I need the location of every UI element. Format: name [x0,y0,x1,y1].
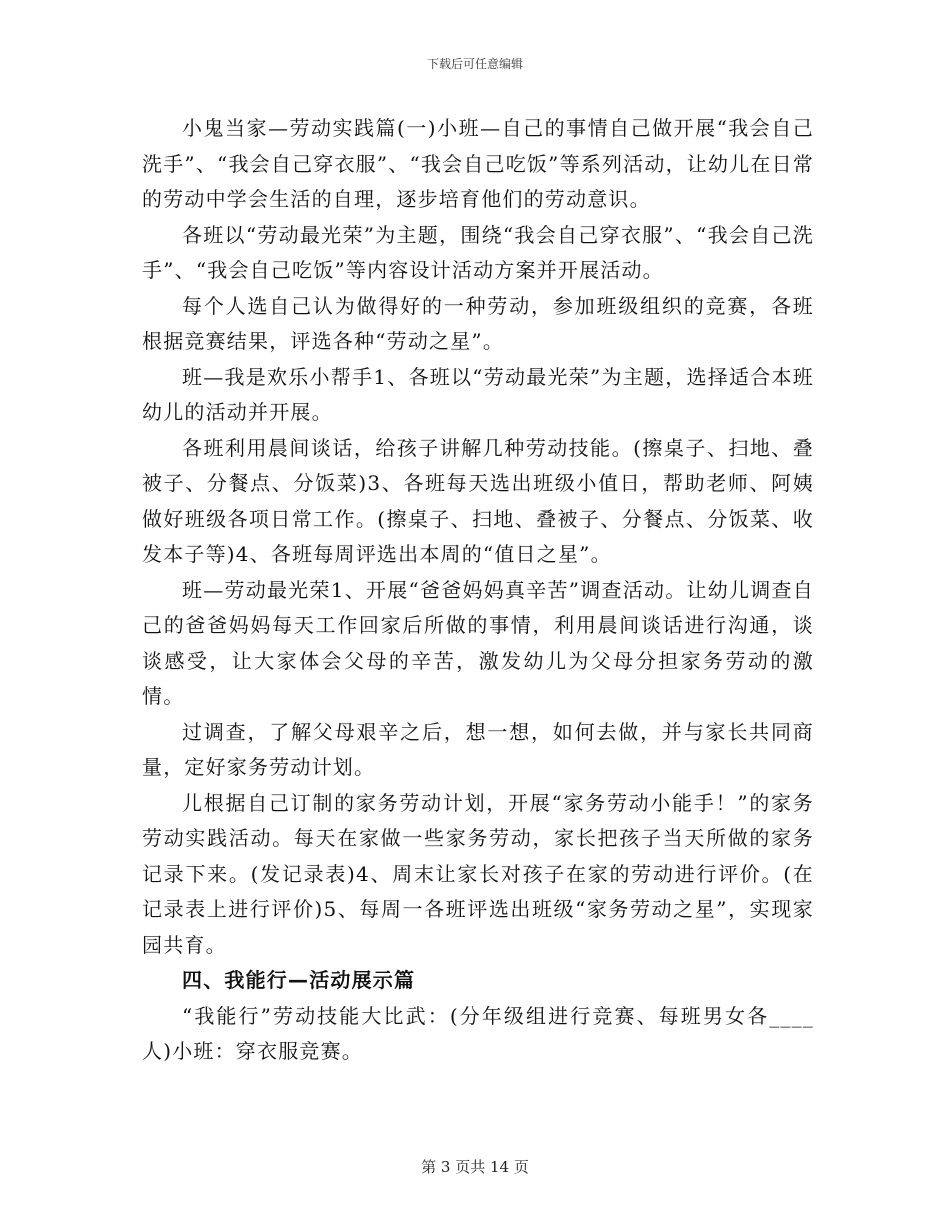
paragraph-morning-talk: 各班利用晨间谈话，给孩子讲解几种劳动技能。(擦桌子、扫地、叠被子、分餐点、分饭菜)3、各班每天选出班级小值日，帮助老师、阿姨做好班级各项日常工作。(擦桌子、扫地、叠被子、分餐点、分饭菜、收发本子等)4、各班每周评选出本周的“值日之星”。 [142,435,814,566]
paragraph-skill-contest: “我能行”劳动技能大比武：(分年级组进行竞赛、每班男女各____人)小班：穿衣服竞赛。 [142,1003,814,1063]
paragraph-housework-plan: 儿根据自己订制的家务劳动计划，开展“家务劳动小能手！”的家务劳动实践活动。每天在家做一些家务劳动，家长把孩子当天所做的家务记录下来。(发记录表)4、周末让家长对孩子在家的劳动进行评价。(在记录表上进行评价)5、每周一各班评选出班级“家务劳动之星”，实现家园共育。 [142,790,814,957]
paragraph-survey: 过调查，了解父母艰辛之后，想一想，如何去做，并与家长共同商量，定好家务劳动计划。 [142,719,814,779]
document-body [142,111,814,1070]
paragraph-theme: 各班以“劳动最光荣”为主题，围绕“我会自己穿衣服”、“我会自己洗手”、“我会自己吃饭”等内容设计活动方案并开展活动。 [142,222,814,282]
paragraph-competition: 每个人选自己认为做得好的一种劳动，参加班级组织的竞赛，各班根据竞赛结果，评选各种“劳动之星”。 [142,293,814,353]
page-header: 下载后可任意编辑 [426,57,523,71]
section-heading: 四、我能行—活动展示篇 [182,968,416,992]
paragraph-labor-glory: 班—劳动最光荣1、开展“爸爸妈妈真辛苦”调查活动。让幼儿调查自己的爸爸妈妈每天工作回家后所做的事情，利用晨间谈话进行沟通，谈谈感受，让大家体会父母的辛苦，激发幼儿为父母分担家务劳动的激情。 [142,577,814,708]
paragraph-intro: 小鬼当家—劳动实践篇(一)小班—自己的事情自己做开展“我会自己洗手”、“我会自己穿衣服”、“我会自己吃饭”等系列活动，让幼儿在日常的劳动中学会生活的自理，逐步培育他们的劳动意识。 [142,116,814,211]
page-footer: 第 3 页共 14 页 [421,1158,529,1176]
paragraph-helper: 班—我是欢乐小帮手1、各班以“劳动最光荣”为主题，选择适合本班幼儿的活动并开展。 [142,364,814,424]
